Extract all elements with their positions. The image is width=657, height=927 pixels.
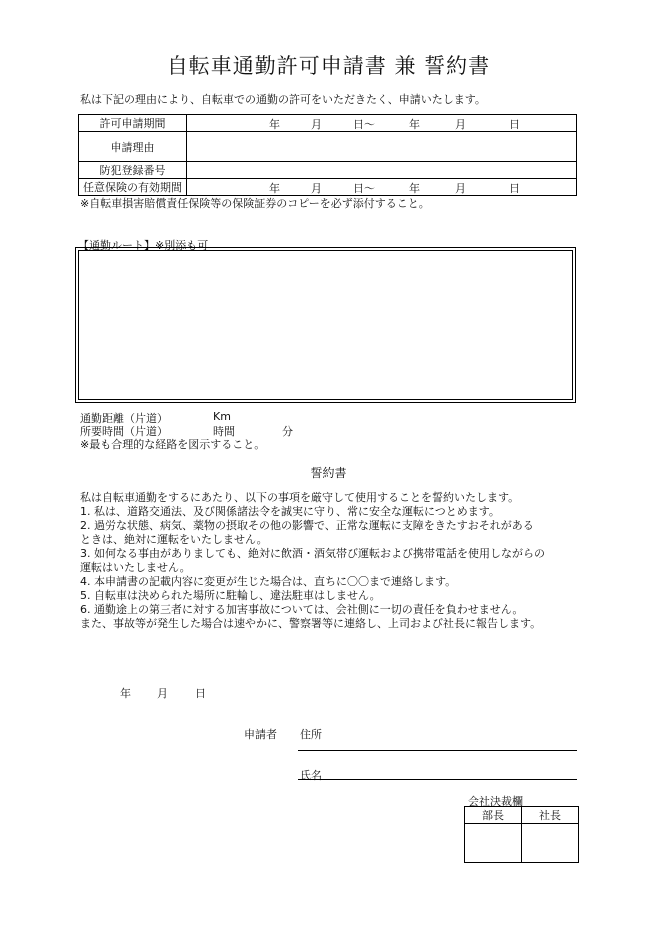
insurance-from-year: 年 — [269, 182, 280, 195]
insurance-period-field[interactable] — [187, 179, 577, 196]
row-label-reason: 申請理由 — [79, 132, 187, 162]
reason-field[interactable] — [187, 132, 577, 162]
approval-header-president: 社長 — [522, 807, 579, 824]
name-label: 氏名 — [300, 769, 322, 782]
registration-field[interactable] — [187, 162, 577, 179]
route-label: 【通勤ルート】※別添も可 — [78, 239, 209, 252]
application-table — [78, 114, 577, 196]
pledge-body — [80, 491, 580, 631]
sign-day: 日 — [195, 687, 206, 700]
pledge-line: 3. 如何なる事由がありましても、絶対に飲酒・酒気帯び運転および携帯電話を使用しながらの — [80, 547, 545, 560]
period-from-month: 月 — [311, 118, 322, 131]
pledge-heading: 誓約書 — [310, 466, 347, 480]
approval-table — [464, 806, 579, 863]
document-title: 自転車通勤許可申請書 兼 誓約書 — [166, 54, 491, 78]
table-row — [79, 115, 577, 132]
approval-stamp-president[interactable] — [522, 824, 579, 863]
address-label: 住所 — [300, 728, 322, 741]
insurance-from-day: 日〜 — [353, 182, 375, 195]
insurance-to-year: 年 — [409, 182, 420, 195]
period-field[interactable] — [187, 115, 577, 132]
pledge-line: 1. 私は、道路交通法、及び関係諸法令を誠実に守り、常に安全な運転につとめます。 — [80, 505, 500, 518]
row-label-registration: 防犯登録番号 — [79, 162, 187, 179]
pledge-line: 私は自転車通勤をするにあたり、以下の事項を厳守して使用することを誓約いたします。 — [80, 491, 520, 504]
distance-unit: Km — [213, 410, 231, 423]
sign-year: 年 — [120, 687, 131, 700]
period-from-day: 日〜 — [353, 118, 375, 131]
pledge-line: 4. 本申請書の記載内容に変更が生じた場合は、直ちに〇〇まで連絡します。 — [80, 575, 457, 588]
table-row — [79, 132, 577, 162]
approval-header-manager: 部長 — [465, 807, 522, 824]
table-row — [79, 179, 577, 196]
sign-month: 月 — [157, 687, 168, 700]
period-from-year: 年 — [269, 118, 280, 131]
period-to-year: 年 — [409, 118, 420, 131]
insurance-note: ※自転車損害賠償責任保険等の保険証券のコピーを必ず添付すること。 — [80, 197, 430, 210]
time-hour-unit: 時間 — [213, 425, 235, 438]
intro-text: 私は下記の理由により、自転車での通勤の許可をいただきたく、申請いたします。 — [80, 93, 486, 106]
approval-title: 会社決裁欄 — [468, 795, 523, 808]
table-row — [79, 162, 577, 179]
time-minute-unit: 分 — [282, 425, 293, 438]
pledge-line: 5. 自転車は決められた場所に駐輪し、違法駐車はしません。 — [80, 589, 381, 602]
pledge-line: また、事故等が発生した場合は速やかに、警察署等に連絡し、上司および社長に報告します。 — [80, 617, 542, 630]
pledge-line: 2. 過労な状態、病気、薬物の摂取その他の影響で、正常な運転に支障をきたすおそれがある — [80, 519, 534, 532]
pledge-line: 6. 通勤途上の第三者に対する加害事故については、会社側に一切の責任を負わせません。 — [80, 603, 524, 616]
applicant-label: 申請者 — [244, 728, 277, 741]
name-line[interactable] — [298, 779, 577, 780]
insurance-from-month: 月 — [311, 182, 322, 195]
address-line[interactable] — [298, 750, 577, 751]
distance-label: 通勤距離（片道） — [80, 412, 168, 425]
route-note: ※最も合理的な経路を図示すること。 — [80, 438, 266, 451]
row-label-insurance: 任意保険の有効期間 — [79, 179, 187, 196]
row-label-period: 許可申請期間 — [79, 115, 187, 132]
period-to-day: 日 — [509, 118, 520, 131]
insurance-to-month: 月 — [455, 182, 466, 195]
route-box[interactable] — [75, 247, 576, 403]
pledge-line: ときは、絶対に運転をいたしません。 — [80, 533, 268, 546]
approval-stamp-manager[interactable] — [465, 824, 522, 863]
pledge-line: 運転はいたしません。 — [80, 561, 191, 574]
insurance-to-day: 日 — [509, 182, 520, 195]
time-label: 所要時間（片道） — [80, 425, 168, 438]
period-to-month: 月 — [455, 118, 466, 131]
